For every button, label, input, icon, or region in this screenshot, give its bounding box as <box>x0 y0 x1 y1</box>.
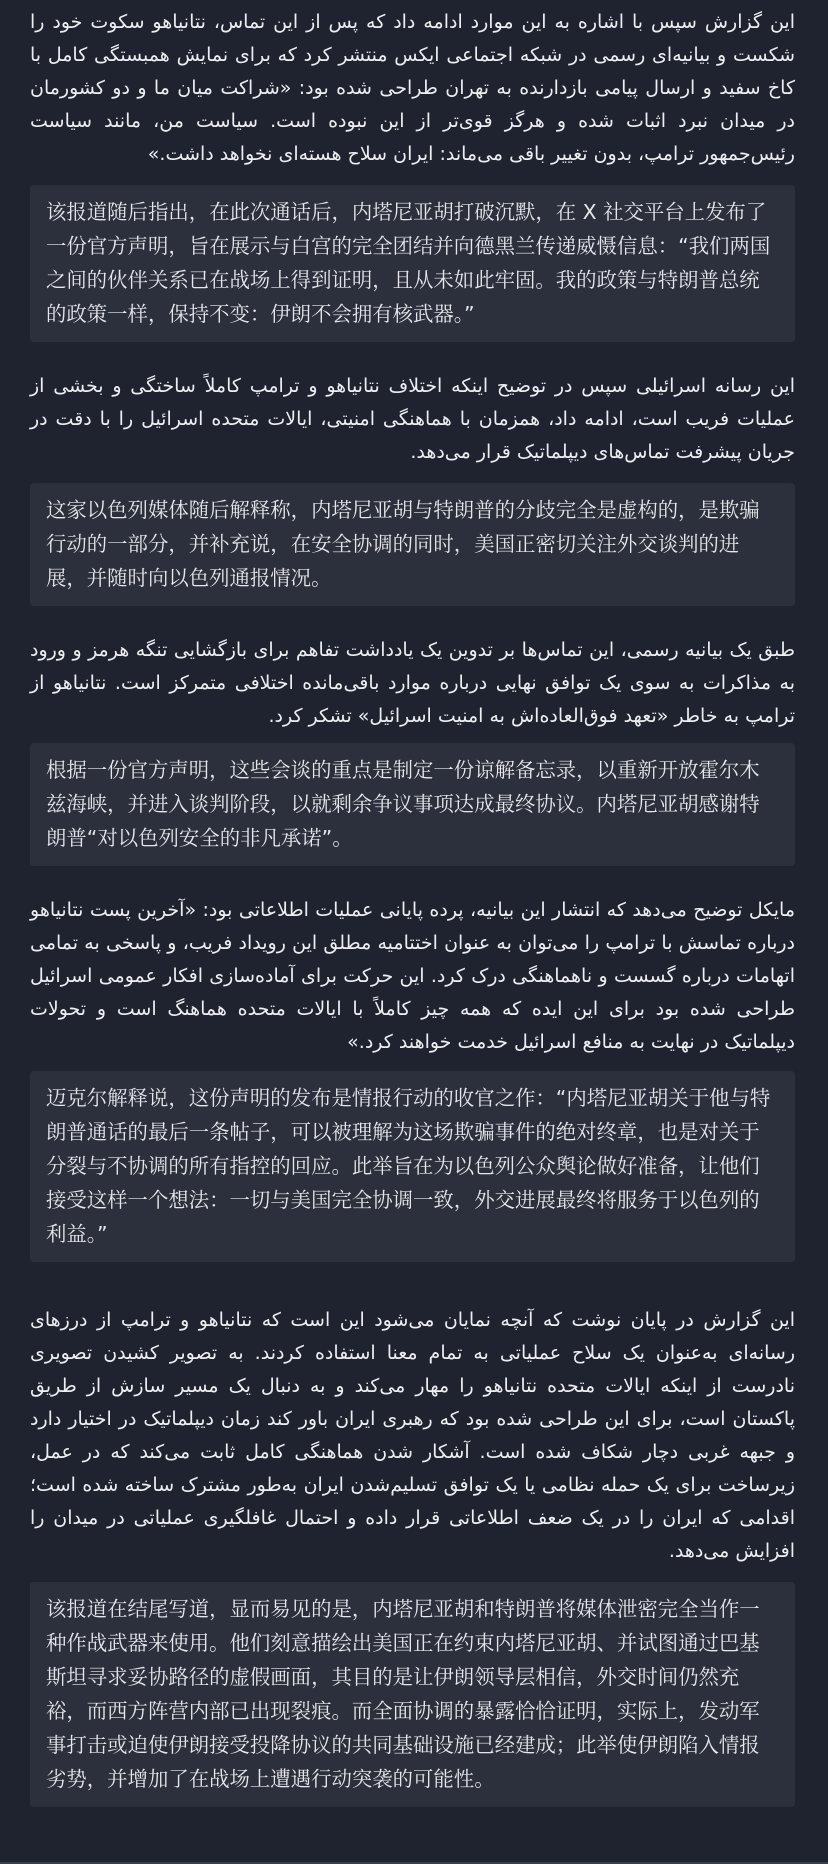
translation-block-2: 这家以色列媒体随后解释称，内塔尼亚胡与特朗普的分歧完全是虚构的，是欺骗行动的一部分，并补充说，在安全协调的同时，美国正密切关注外交谈判的进展，并随时向以色列通报情况。 <box>30 483 795 606</box>
translation-block-4: 迈克尔解释说，这份声明的发布是情报行动的收官之作：“内塔尼亚胡关于他与特朗普通话的最后一条帖子，可以被理解为这场欺骗事件的绝对终章，也是对关于分裂与不协调的所有指控的回应。此举旨在为以色列公众舆论做好准备，让他们接受这样一个想法：一切与美国完全协调一致，外交进展最终将服务于以色列的利益。” <box>30 1071 795 1262</box>
translation-block-3: 根据一份官方声明，这些会谈的重点是制定一份谅解备忘录，以重新开放霍尔木兹海峡，并进入谈判阶段，以就剩余争议事项达成最终协议。内塔尼亚胡感谢特朗普“对以色列安全的非凡承诺”。 <box>30 743 795 866</box>
translation-block-1: 该报道随后指出，在此次通话后，内塔尼亚胡打破沉默，在 X 社交平台上发布了一份官方声明，旨在展示与白宫的完全团结并向德黑兰传递威慑信息：“我们两国之间的伙伴关系已在战场上得到证明，且从未如此牢固。我的政策与特朗普总统的政策一样，保持不变：伊朗不会拥有核武器。” <box>30 185 795 342</box>
persian-paragraph-4: مایکل توضیح می‌دهد که انتشار این بیانیه، پرده پایانی عملیات اطلاعاتی بود: «آخرین پست نتانیاهو درباره تماسش با ترامپ را می‌توان به عنوان اختتامیه مطلق این رویداد فریب، و پاسخی به تمامی اتهامات درباره گسست و ناهماهنگی درک کرد. این حرکت برای آماده‌سازی افکار عمومی اسرائیل طراحی شده بود برای این ایده که همه چیز کاملاً با ایالات متحده هماهنگ است و تحولات دیپلماتیک در نهایت به منافع اسرائیل خدمت خواهند کرد.» <box>30 899 795 1053</box>
persian-paragraph-1: این گزارش سپس با اشاره به این موارد ادامه داد که پس از این تماس، نتانیاهو سکوت خود را شکست و بیانیه‌ای رسمی در شبکه اجتماعی ایکس منتشر کرد که برای نمایش همبستگی کامل با کاخ سفید و ارسال پیامی بازدارنده به تهران طراحی شده بود: «شراکت میان ما و دو کشورمان در میدان نبرد اثبات شده و هرگز قوی‌تر از این نبوده است. سیاست من، مانند سیاست رئیس‌جمهور ترامپ، بدون تغییر باقی می‌ماند: ایران سلاح هسته‌ای نخواهد داشت.» <box>30 11 795 165</box>
persian-paragraph-2: این رسانه اسرائیلی سپس در توضیح اینکه اختلاف نتانیاهو و ترامپ کاملاً ساختگی و بخشی از عملیات فریب است، ادامه داد، همزمان با هماهنگی امنیتی، ایالات متحده اسرائیل را با دقت در جریان پیشرفت تماس‌های دیپلماتیک قرار می‌دهد. <box>30 375 795 463</box>
translation-block-5: 该报道在结尾写道，显而易见的是，内塔尼亚胡和特朗普将媒体泄密完全当作一种作战武器来使用。他们刻意描绘出美国正在约束内塔尼亚胡、并试图通过巴基斯坦寻求妥协路径的虚假画面，其目的是让伊朗领导层相信，外交时间仍然充裕，而西方阵营内部已出现裂痕。而全面协调的暴露恰恰证明，实际上，发动军事打击或迫使伊朗接受投降协议的共同基础设施已经建成；此举使伊朗陷入情报劣势，并增加了在战场上遭遇行动突袭的可能性。 <box>30 1582 795 1807</box>
persian-paragraph-5: این گزارش در پایان نوشت که آنچه نمایان می‌شود این است که نتانیاهو و ترامپ از درزهای رسانه‌ای به‌عنوان یک سلاح عملیاتی به تمام معنا استفاده کردند. به تصویر کشیدن تصویری نادرست از اینکه ایالات متحده نتانیاهو را مهار می‌کند و به دنبال یک مسیر سازش از طریق پاکستان است، برای این طراحی شده بود که رهبری ایران باور کند زمان دیپلماتیک در اختیار دارد و جبهه غربی دچار شکاف شده است. آشکار شدن هماهنگی کامل ثابت می‌کند که در عمل، زیرساخت برای یک حمله نظامی یا یک توافق تسلیم‌شدن ایران به‌طور مشترک ساخته شده است؛ اقدامی که ایران را در یک ضعف اطلاعاتی قرار داده و احتمال غافلگیری عملیاتی در میدان را افزایش می‌دهد. <box>30 1309 795 1562</box>
persian-paragraph-3: طبق یک بیانیه رسمی، این تماس‌ها بر تدوین یک یادداشت تفاهم برای بازگشایی تنگه هرمز و ورود به مذاکرات به سوی یک توافق نهایی درباره موارد باقی‌مانده اختلافی متمرکز است. نتانیاهو از ترامپ به خاطر «تعهد فوق‌العاده‌اش به امنیت اسرائیل» تشکر کرد. <box>30 639 795 727</box>
